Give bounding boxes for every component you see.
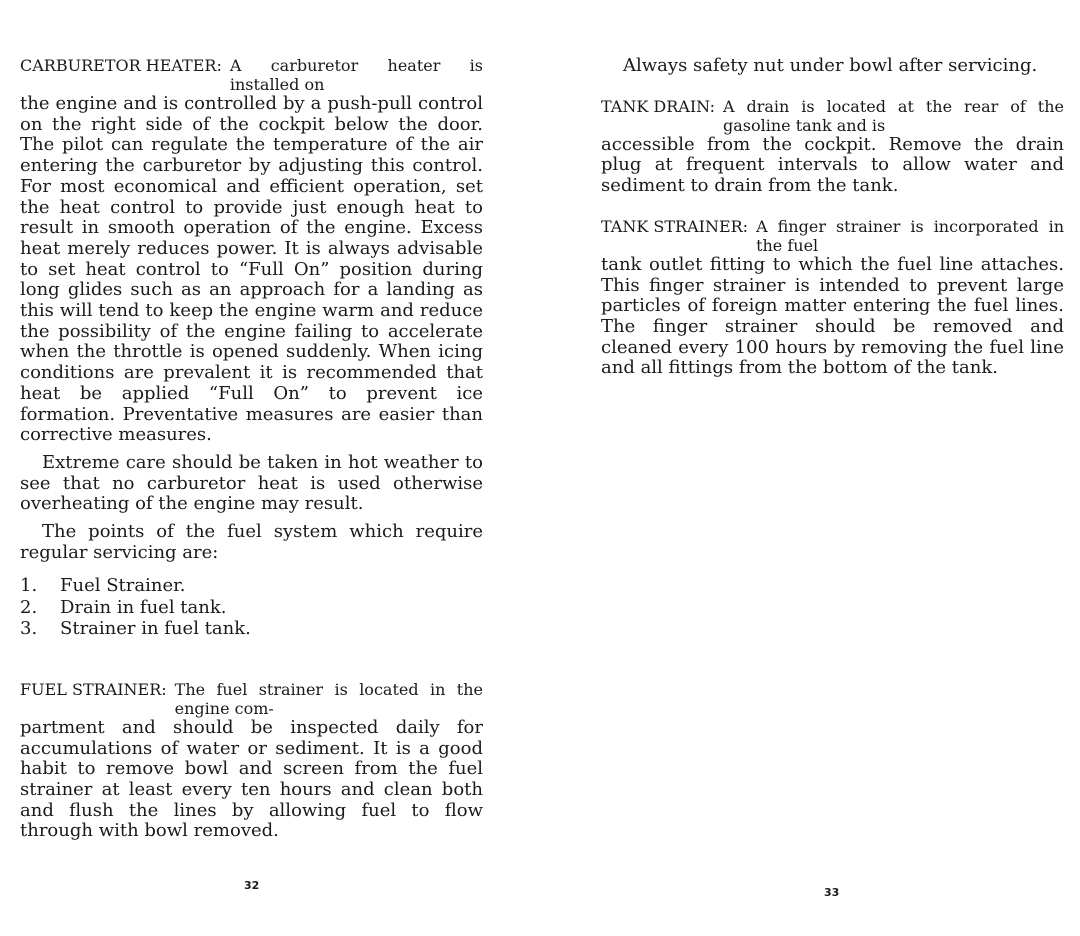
servicing-list (20, 575, 483, 640)
tank-strainer-section (601, 217, 1064, 379)
fuel-strainer-lead: The fuel strainer is located in the engine com- (174, 679, 483, 718)
carburetor-heater-section (20, 56, 483, 446)
tank-strainer-heading: TANK STRAINER: (601, 216, 749, 236)
servicing-points-paragraph: The points of the fuel system which require regular servicing are: (20, 521, 483, 563)
tank-strainer-lead: A finger strainer is incorporated in the fuel (756, 216, 1064, 255)
list-item: 1. Fuel Strainer. (20, 575, 186, 597)
carburetor-heater-heading: CARBURETOR HEATER: (20, 56, 222, 75)
left-page (20, 56, 483, 842)
right-page (601, 56, 1064, 379)
page-number-right: 33 (824, 886, 840, 899)
safety-nut-paragraph: Always safety nut under bowl after servicing. (623, 55, 1038, 76)
extreme-care-paragraph: Extreme care should be taken in hot weather to see that no carburetor heat is used otherwise overheating of the engine may result. (20, 451, 483, 515)
fuel-strainer-body: partment and should be inspected daily for accumulations of water or sediment. It is a good habit to remove bowl and screen from the fuel strainer at least every ten hours and clean both and flush the lines by allowing fuel to flow through with bowl removed. (20, 716, 483, 842)
carburetor-heater-body: the engine and is controlled by a push-pull control on the right side of the cockpit below the door. The pilot can regulate the temperature of the air entering the carburetor by adjusting this control. For most economical and efficient operation, set the heat control to provide just enough heat to result in smooth operation of the engine. Excess heat merely reduces power. It is always advisable to set heat control to “Full On” position during long glides such as an approach for a landing as this will tend to keep the engine warm and reduce the possibility of the engine failing to accelerate when the throttle is opened suddenly. When icing conditions are prevalent it is recommended that heat be applied “Full On” to prevent ice formation. Preventative measures are easier than corrective measures. (20, 93, 483, 446)
tank-drain-section (601, 97, 1064, 197)
list-item: 2. Drain in fuel tank. (20, 596, 227, 618)
page-number-left: 32 (244, 879, 260, 892)
fuel-strainer-section (20, 680, 483, 842)
list-item: 3. Strainer in fuel tank. (20, 618, 251, 640)
tank-drain-heading: TANK DRAIN: (601, 96, 715, 116)
carburetor-heater-lead: A carburetor heater is installed on (229, 56, 483, 94)
tank-drain-lead: A drain is located at the rear of the gasoline tank and is (722, 96, 1064, 135)
tank-strainer-body: tank outlet fitting to which the fuel line attaches. This finger strainer is intended to prevent large particles of foreign matter entering the fuel lines. The finger strainer should be removed and cleaned every 100 hours by removing the fuel line and all fittings from the bottom of the tank. (601, 253, 1064, 379)
tank-drain-body: accessible from the cockpit. Remove the drain plug at frequent intervals to allow water and sediment to drain from the tank. (601, 133, 1064, 197)
fuel-strainer-heading: FUEL STRAINER: (20, 679, 167, 699)
